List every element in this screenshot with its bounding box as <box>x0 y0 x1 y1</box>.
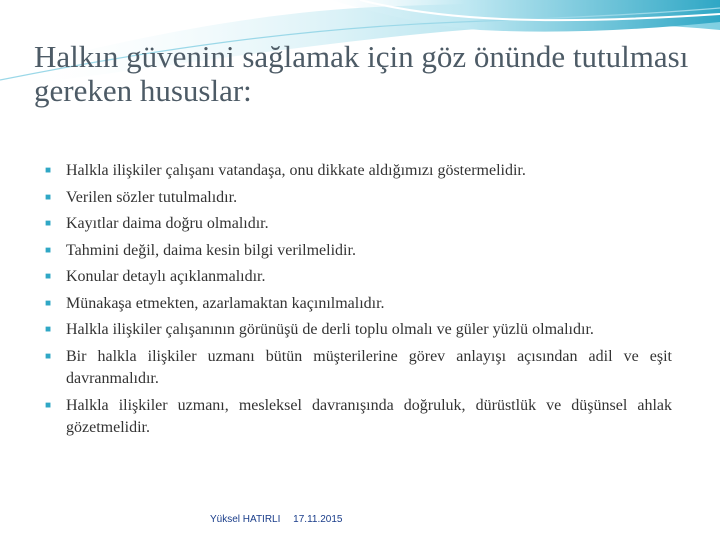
list-item <box>40 240 672 263</box>
list-item-text: Halkla ilişkiler uzmanı, mesleksel davranışında doğruluk, dürüstlük ve düşünsel ahlak gözetmelidir. <box>66 396 672 436</box>
list-item <box>40 187 672 210</box>
list-item-text: Konular detaylı açıklanmalıdır. <box>66 268 266 285</box>
list-item-text: Kayıtlar daima doğru olmalıdır. <box>66 215 269 232</box>
square-bullet-icon: ■ <box>44 165 52 176</box>
footer-date: 17.11.2015 <box>293 514 343 525</box>
square-bullet-icon: ■ <box>44 297 52 309</box>
footer-author: Yüksel HATIRLI <box>210 514 281 525</box>
list-item-text: Halkla ilişkiler çalışanı vatandaşa, onu dikkate aldığımızı göstermelidir. <box>66 162 526 179</box>
square-bullet-icon: ■ <box>44 324 52 335</box>
list-item-text: Münakaşa etmekten, azarlamaktan kaçınılmalıdır. <box>66 294 385 312</box>
square-bullet-icon: ■ <box>44 271 52 282</box>
list-item <box>40 213 672 236</box>
square-bullet-icon: ■ <box>44 218 52 229</box>
list-item-text: Tahmini değil, daima kesin bilgi verilmelidir. <box>66 241 356 259</box>
list-item <box>40 293 672 316</box>
list-item <box>40 346 672 391</box>
list-item-text: Halkla ilişkiler çalışanının görünüşü de derli toplu olmalı ve güler yüzlü olmalıdır. <box>66 321 594 338</box>
slide-footer <box>210 514 352 525</box>
list-item-text: Bir halkla ilişkiler uzmanı bütün müşterilerine görev anlayışı açısından adil ve eşit davranmalıdır. <box>66 347 672 387</box>
list-item <box>40 395 672 440</box>
square-bullet-icon: ■ <box>44 191 52 203</box>
list-item-text: Verilen sözler tutulmalıdır. <box>66 188 238 206</box>
list-item <box>40 266 672 289</box>
square-bullet-icon: ■ <box>44 244 52 256</box>
list-item <box>40 319 672 342</box>
bullet-list <box>40 160 672 444</box>
square-bullet-icon: ■ <box>44 399 52 411</box>
list-item <box>40 160 672 183</box>
slide-title: Halkın güvenini sağlamak için göz önünde tutulması gereken hususlar: <box>34 39 689 108</box>
square-bullet-icon: ■ <box>44 350 52 362</box>
